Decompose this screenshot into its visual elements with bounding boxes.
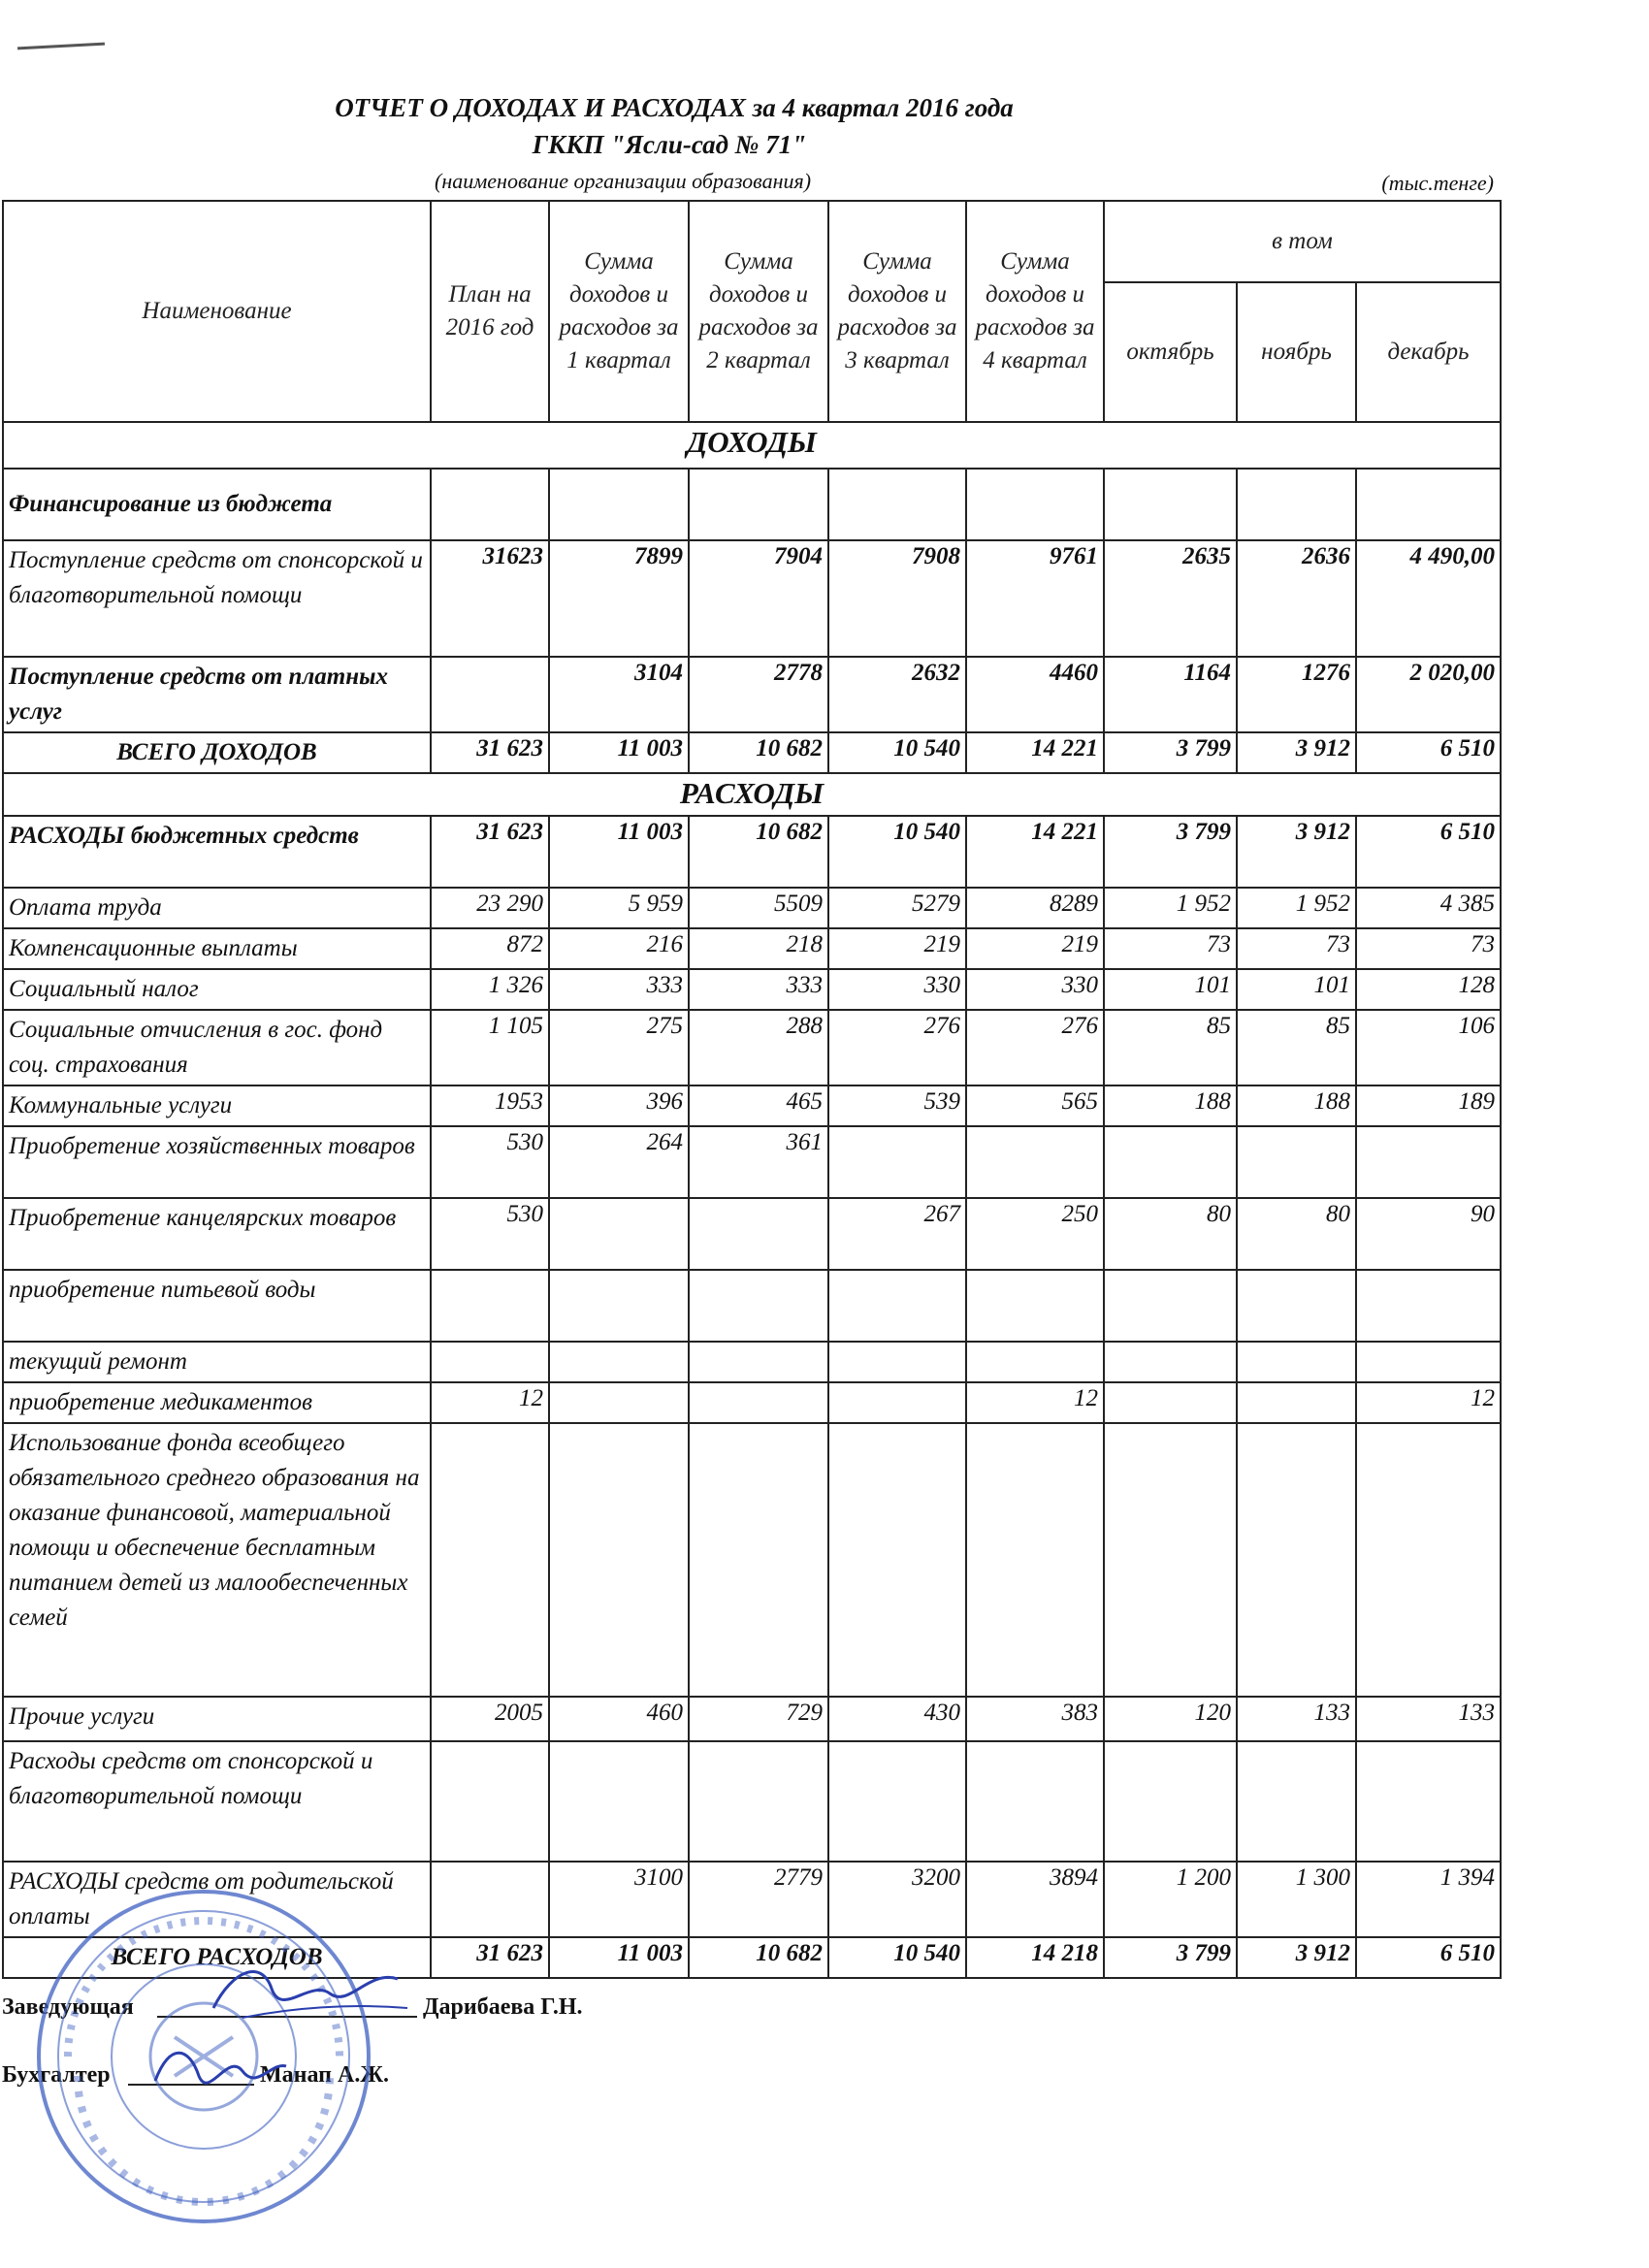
row-name: Финансирование из бюджета [3, 469, 431, 540]
cell-nov: 133 [1237, 1697, 1356, 1741]
cell-nov: 3 912 [1237, 732, 1356, 773]
row-name: Компенсационные выплаты [3, 928, 431, 969]
cell-oct: 120 [1104, 1697, 1237, 1741]
cell-oct: 3 799 [1104, 732, 1237, 773]
cell-plan: 31 623 [431, 816, 549, 888]
cell-nov [1237, 1126, 1356, 1198]
cell-q3: 2632 [828, 657, 966, 732]
cell-plan: 31 623 [431, 1937, 549, 1978]
cell-plan: 31623 [431, 540, 549, 657]
table-row [3, 540, 1501, 657]
report-title: ОТЧЕТ О ДОХОДАХ И РАСХОДАХ за 4 квартал 2016 года [335, 93, 1014, 122]
cell-dec: 6 510 [1356, 1937, 1501, 1978]
cell-oct: 85 [1104, 1010, 1237, 1085]
cell-q1 [549, 1423, 689, 1697]
cell-oct: 3 799 [1104, 1937, 1237, 1978]
col-q4-header: Сумма доходов и расходов за 4 квартал [966, 201, 1104, 422]
col-q1-header: Сумма доходов и расходов за 1 квартал [549, 201, 689, 422]
cell-q2: 7904 [689, 540, 828, 657]
cell-oct: 80 [1104, 1198, 1237, 1270]
cell-q2: 10 682 [689, 1937, 828, 1978]
cell-nov: 101 [1237, 969, 1356, 1010]
row-name: Социальные отчисления в гос. фонд соц. страхования [3, 1010, 431, 1085]
cell-q2: 10 682 [689, 732, 828, 773]
cell-q2 [689, 1198, 828, 1270]
row-name: Приобретение канцелярских товаров [3, 1198, 431, 1270]
cell-oct [1104, 1382, 1237, 1423]
income-expense-table [2, 200, 1502, 1979]
row-name: Расходы средств от спонсорской и благотворительной помощи [3, 1741, 431, 1862]
cell-dec: 106 [1356, 1010, 1501, 1085]
accountant-name: Манап А.Ж. [260, 2062, 390, 2088]
cell-plan: 23 290 [431, 888, 549, 928]
cell-q3: 10 540 [828, 732, 966, 773]
col-q3-header: Сумма доходов и расходов за 3 квартал [828, 201, 966, 422]
cell-nov: 1 952 [1237, 888, 1356, 928]
cell-dec: 189 [1356, 1085, 1501, 1126]
cell-q2 [689, 1342, 828, 1382]
cell-dec: 4 490,00 [1356, 540, 1501, 657]
cell-plan: 1953 [431, 1085, 549, 1126]
row-name: Коммунальные услуги [3, 1085, 431, 1126]
row-name: Прочие услуги [3, 1697, 431, 1741]
cell-dec: 4 385 [1356, 888, 1501, 928]
cell-q4: 14 221 [966, 732, 1104, 773]
cell-q3: 10 540 [828, 1937, 966, 1978]
cell-q4: 14 221 [966, 816, 1104, 888]
cell-q3: 430 [828, 1697, 966, 1741]
col-plan-header: План на 2016 год [431, 201, 549, 422]
cell-q2: 2778 [689, 657, 828, 732]
table-row [3, 732, 1501, 773]
cell-oct [1104, 1741, 1237, 1862]
cell-nov: 3 912 [1237, 816, 1356, 888]
col-group-header: в том [1104, 201, 1501, 282]
cell-q2 [689, 1382, 828, 1423]
cell-q4: 219 [966, 928, 1104, 969]
table-row [3, 1382, 1501, 1423]
cell-plan [431, 1342, 549, 1382]
cell-q2: 729 [689, 1697, 828, 1741]
row-name: РАСХОДЫ бюджетных средств [3, 816, 431, 888]
cell-nov [1237, 469, 1356, 540]
organization-name: ГККП "Ясли-сад № 71" [532, 130, 807, 159]
cell-oct [1104, 469, 1237, 540]
row-name: ВСЕГО ДОХОДОВ [3, 732, 431, 773]
table-row [3, 1342, 1501, 1382]
cell-plan: 31 623 [431, 732, 549, 773]
cell-q1: 11 003 [549, 732, 689, 773]
table-row [3, 969, 1501, 1010]
cell-q1: 216 [549, 928, 689, 969]
cell-q4: 12 [966, 1382, 1104, 1423]
cell-q3: 276 [828, 1010, 966, 1085]
head-name: Дарибаева Г.Н. [423, 1994, 583, 2020]
cell-q2 [689, 1741, 828, 1862]
cell-q3: 539 [828, 1085, 966, 1126]
row-name: ВСЕГО РАСХОДОВ [3, 1937, 431, 1978]
cell-q3: 219 [828, 928, 966, 969]
cell-q1: 7899 [549, 540, 689, 657]
cell-plan [431, 1423, 549, 1697]
cell-dec [1356, 1423, 1501, 1697]
table-row [3, 1270, 1501, 1342]
cell-q4 [966, 1741, 1104, 1862]
cell-q2: 333 [689, 969, 828, 1010]
col-name-header: Наименование [3, 201, 431, 422]
table-row [3, 1010, 1501, 1085]
cell-q2 [689, 1270, 828, 1342]
cell-dec [1356, 1126, 1501, 1198]
cell-nov [1237, 1741, 1356, 1862]
col-q2-header: Сумма доходов и расходов за 2 квартал [689, 201, 828, 422]
cell-q3: 267 [828, 1198, 966, 1270]
cell-plan: 12 [431, 1382, 549, 1423]
cell-q3 [828, 1741, 966, 1862]
row-name: текущий ремонт [3, 1342, 431, 1382]
row-name: Использование фонда всеобщего обязательного среднего образования на оказание финансовой, материальной помощи и обеспечение бесплатным питанием детей из малообеспеченных семей [3, 1423, 431, 1697]
table-row [3, 469, 1501, 540]
cell-q2: 218 [689, 928, 828, 969]
cell-q3 [828, 1270, 966, 1342]
row-name: Оплата труда [3, 888, 431, 928]
cell-oct [1104, 1423, 1237, 1697]
cell-plan: 1 105 [431, 1010, 549, 1085]
table-row [3, 816, 1501, 888]
cell-plan [431, 1741, 549, 1862]
cell-q4 [966, 469, 1104, 540]
cell-q4: 330 [966, 969, 1104, 1010]
cell-q1: 5 959 [549, 888, 689, 928]
row-name: приобретение медикаментов [3, 1382, 431, 1423]
cell-plan: 872 [431, 928, 549, 969]
accountant-role-label: Бухгалтер [2, 2062, 111, 2088]
cell-oct: 73 [1104, 928, 1237, 969]
cell-dec: 133 [1356, 1697, 1501, 1741]
cell-q1 [549, 1342, 689, 1382]
cell-q3 [828, 469, 966, 540]
cell-q2: 10 682 [689, 816, 828, 888]
cell-nov: 73 [1237, 928, 1356, 969]
cell-dec: 73 [1356, 928, 1501, 969]
cell-q4 [966, 1270, 1104, 1342]
cell-oct: 101 [1104, 969, 1237, 1010]
cell-plan: 530 [431, 1126, 549, 1198]
cell-q2: 465 [689, 1085, 828, 1126]
cell-nov: 85 [1237, 1010, 1356, 1085]
cell-q1 [549, 1198, 689, 1270]
cell-nov [1237, 1382, 1356, 1423]
cell-q4: 565 [966, 1085, 1104, 1126]
table-row [3, 1126, 1501, 1198]
cell-dec: 6 510 [1356, 816, 1501, 888]
cell-dec: 128 [1356, 969, 1501, 1010]
cell-q2: 288 [689, 1010, 828, 1085]
cell-dec [1356, 1741, 1501, 1862]
cell-plan [431, 657, 549, 732]
cell-nov: 1276 [1237, 657, 1356, 732]
cell-q2 [689, 469, 828, 540]
table-row [3, 1741, 1501, 1862]
units-label: (тыс.тенге) [1381, 171, 1494, 195]
scan-mark [17, 43, 105, 50]
cell-oct: 1 952 [1104, 888, 1237, 928]
cell-q2: 361 [689, 1126, 828, 1198]
cell-q2: 2779 [689, 1862, 828, 1937]
row-name: Приобретение хозяйственных товаров [3, 1126, 431, 1198]
row-name: Поступление средств от спонсорской и благотворительной помощи [3, 540, 431, 657]
cell-dec [1356, 1342, 1501, 1382]
section-header-expense: РАСХОДЫ [3, 773, 1501, 816]
cell-oct: 1164 [1104, 657, 1237, 732]
cell-q1: 275 [549, 1010, 689, 1085]
cell-oct [1104, 1126, 1237, 1198]
cell-nov: 1 300 [1237, 1862, 1356, 1937]
cell-nov: 3 912 [1237, 1937, 1356, 1978]
cell-q3: 7908 [828, 540, 966, 657]
table-row [3, 1423, 1501, 1697]
cell-q4 [966, 1342, 1104, 1382]
cell-q1: 333 [549, 969, 689, 1010]
cell-oct [1104, 1270, 1237, 1342]
cell-q1: 264 [549, 1126, 689, 1198]
cell-q4: 4460 [966, 657, 1104, 732]
table-row [3, 888, 1501, 928]
cell-nov [1237, 1342, 1356, 1382]
cell-q4 [966, 1423, 1104, 1697]
table-row [3, 657, 1501, 732]
cell-q1 [549, 469, 689, 540]
cell-nov: 188 [1237, 1085, 1356, 1126]
cell-q1: 3100 [549, 1862, 689, 1937]
cell-plan: 1 326 [431, 969, 549, 1010]
col-oct-header: октябрь [1104, 282, 1237, 422]
cell-q4: 383 [966, 1697, 1104, 1741]
head-signature [204, 1950, 417, 2037]
cell-q4: 250 [966, 1198, 1104, 1270]
cell-dec: 2 020,00 [1356, 657, 1501, 732]
row-name: приобретение питьевой воды [3, 1270, 431, 1342]
cell-nov [1237, 1270, 1356, 1342]
cell-q3 [828, 1342, 966, 1382]
cell-plan [431, 1270, 549, 1342]
cell-q1: 11 003 [549, 1937, 689, 1978]
cell-q4: 276 [966, 1010, 1104, 1085]
cell-q1: 11 003 [549, 816, 689, 888]
row-name: Социальный налог [3, 969, 431, 1010]
cell-plan: 530 [431, 1198, 549, 1270]
cell-oct: 1 200 [1104, 1862, 1237, 1937]
row-name: РАСХОДЫ средств от родительской оплаты [3, 1862, 431, 1937]
accountant-signature [146, 2032, 291, 2110]
cell-q2 [689, 1423, 828, 1697]
head-role-label: Заведующая [2, 1994, 134, 2020]
cell-nov: 2636 [1237, 540, 1356, 657]
cell-oct [1104, 1342, 1237, 1382]
cell-q3: 5279 [828, 888, 966, 928]
cell-nov: 80 [1237, 1198, 1356, 1270]
cell-dec: 1 394 [1356, 1862, 1501, 1937]
cell-q3: 3200 [828, 1862, 966, 1937]
cell-q1 [549, 1382, 689, 1423]
cell-q4 [966, 1126, 1104, 1198]
cell-q1 [549, 1741, 689, 1862]
cell-q3 [828, 1126, 966, 1198]
cell-oct: 2635 [1104, 540, 1237, 657]
cell-q3 [828, 1423, 966, 1697]
col-dec-header: декабрь [1356, 282, 1501, 422]
table-row [3, 928, 1501, 969]
cell-plan: 2005 [431, 1697, 549, 1741]
organization-caption: (наименование организации образования) [435, 169, 812, 193]
cell-q4: 14 218 [966, 1937, 1104, 1978]
cell-nov [1237, 1423, 1356, 1697]
cell-q2: 5509 [689, 888, 828, 928]
cell-q4: 3894 [966, 1862, 1104, 1937]
table-row [3, 1198, 1501, 1270]
cell-dec: 6 510 [1356, 732, 1501, 773]
cell-q3 [828, 1382, 966, 1423]
row-name: Поступление средств от платных услуг [3, 657, 431, 732]
cell-q1: 460 [549, 1697, 689, 1741]
cell-plan [431, 1862, 549, 1937]
cell-q4: 9761 [966, 540, 1104, 657]
cell-dec: 90 [1356, 1198, 1501, 1270]
cell-dec [1356, 1270, 1501, 1342]
cell-dec: 12 [1356, 1382, 1501, 1423]
cell-oct: 3 799 [1104, 816, 1237, 888]
cell-dec [1356, 469, 1501, 540]
cell-q1 [549, 1270, 689, 1342]
table-row [3, 1085, 1501, 1126]
cell-oct: 188 [1104, 1085, 1237, 1126]
cell-plan [431, 469, 549, 540]
cell-q1: 3104 [549, 657, 689, 732]
col-nov-header: ноябрь [1237, 282, 1356, 422]
cell-q4: 8289 [966, 888, 1104, 928]
cell-q3: 10 540 [828, 816, 966, 888]
cell-q3: 330 [828, 969, 966, 1010]
table-row [3, 1697, 1501, 1741]
cell-q1: 396 [549, 1085, 689, 1126]
section-header-income: ДОХОДЫ [3, 422, 1501, 469]
